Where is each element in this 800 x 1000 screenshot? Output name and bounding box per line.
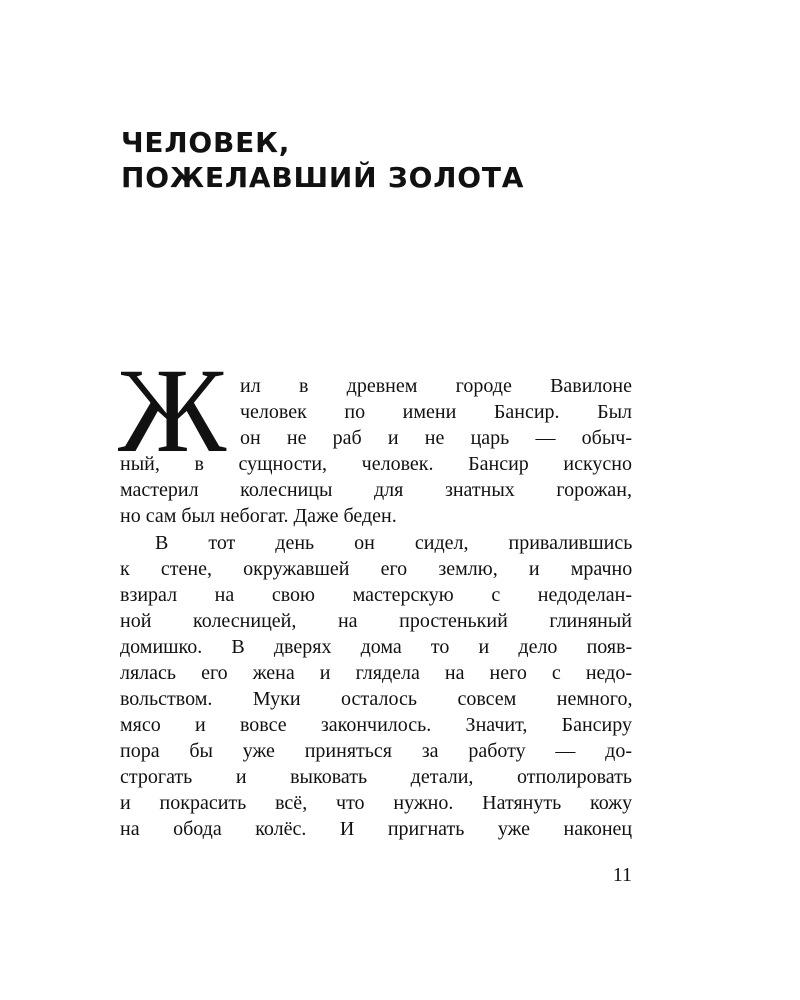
text-line-indent: В тот день он сидел, привалившись [155, 532, 633, 554]
text-line: ный, в сущности, человек. Бансир искусно [120, 453, 632, 475]
text-line: и покрасить всё, что нужно. Натянуть кожу [120, 792, 633, 814]
chapter-title-line-1: ЧЕЛОВЕК, [121, 126, 291, 159]
text-line: мясо и вовсе закончилось. Значит, Бансиру [120, 714, 632, 736]
chapter-title [121, 125, 681, 195]
text-line: но сам был небогат. Даже беден. [120, 505, 397, 527]
text-line: он не раб и не царь — обыч- [240, 427, 632, 449]
text-line: строгать и выковать детали, отполировать [120, 766, 632, 788]
text-line: мастерил колесницы для знатных горожан, [120, 479, 632, 501]
text-line: человек по имени Бансир. Был [240, 401, 632, 423]
text-line: ной колесницей, на простенький глиняный [120, 610, 632, 632]
text-line: лялась его жена и глядела на него с недо- [120, 662, 632, 684]
text-line: взирал на свою мастерскую с недоделан- [120, 584, 632, 606]
chapter-title-line-2: ПОЖЕЛАВШИЙ ЗОЛОТА [121, 161, 525, 194]
page-number: 11 [612, 864, 632, 886]
text-line: домишко. В дверях дома то и дело появ- [120, 636, 633, 658]
text-line: ил в древнем городе Вавилоне [240, 375, 632, 397]
text-line: вольством. Муки осталось совсем немного, [120, 688, 633, 710]
text-line: на обода колёс. И пригнать уже наконец [120, 818, 633, 840]
drop-cap-letter: Ж [118, 344, 227, 478]
text-line: пора бы уже приняться за работу — до- [120, 740, 632, 762]
text-line: к стене, окружавшей его землю, и мрачно [120, 558, 633, 580]
